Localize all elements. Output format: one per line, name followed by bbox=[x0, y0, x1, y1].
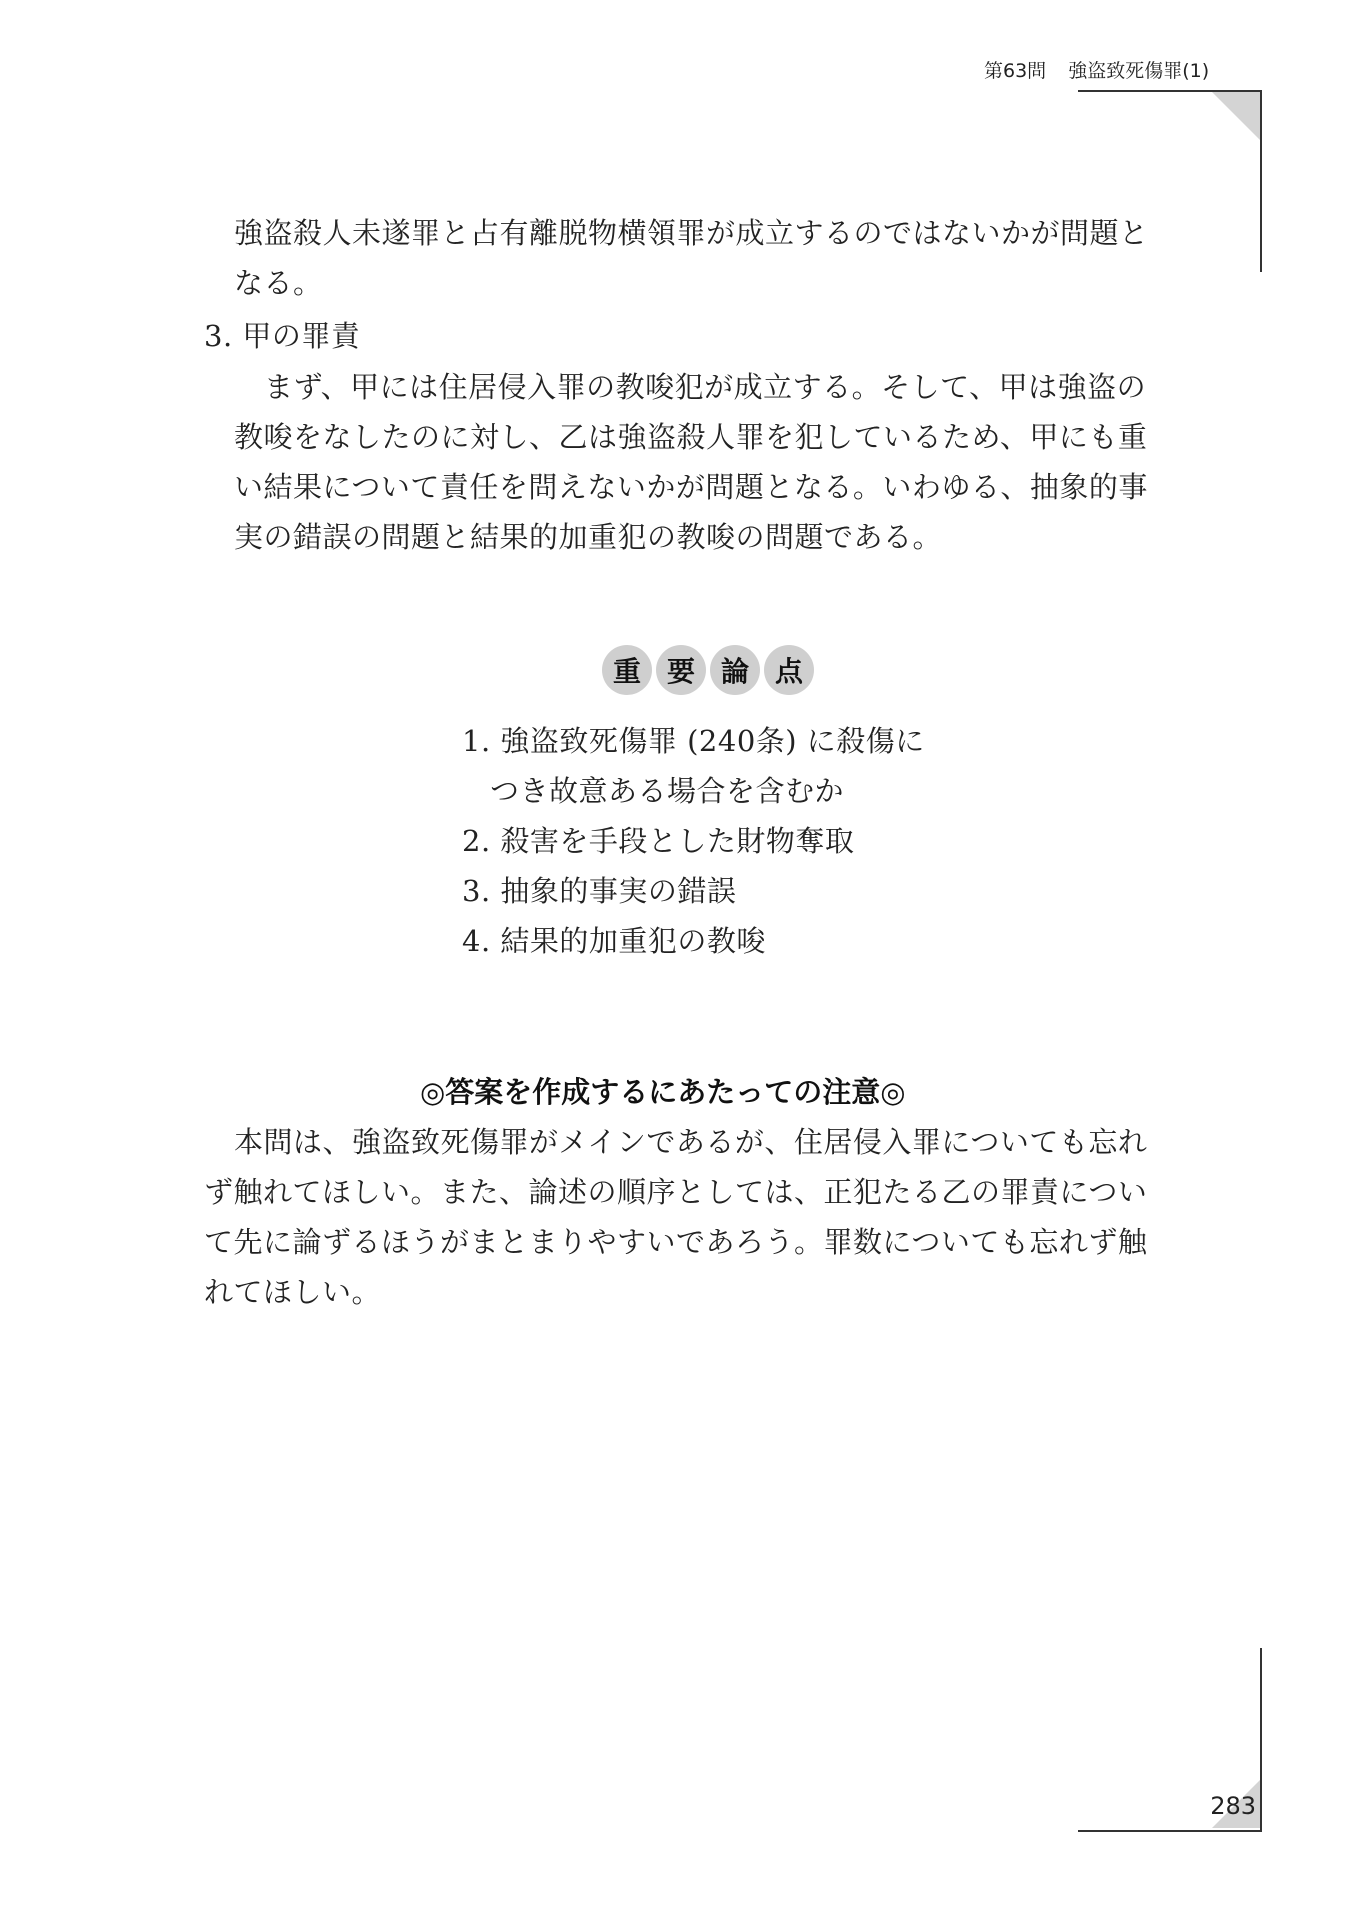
notes-line: 本問は、強盗致死傷罪がメインであるが、住居侵入罪についても忘れ bbox=[234, 1125, 1148, 1159]
paragraph-line: い結果について責任を問えないかが問題となる。いわゆる、抽象的事 bbox=[234, 470, 1148, 504]
notes-line: ず触れてほしい。また、論述の順序としては、正犯たる乙の罪責につい bbox=[204, 1175, 1148, 1209]
chapter-title: 強盗致死傷罪(1) bbox=[1068, 60, 1210, 82]
continuation-line: なる。 bbox=[234, 266, 323, 300]
key-points-badge: 論 bbox=[710, 645, 760, 695]
notes-line: て先に論ずるほうがまとまりやすいであろう。罪数についても忘れず触 bbox=[204, 1225, 1148, 1259]
key-points-badge: 点 bbox=[764, 645, 814, 695]
continuation-line: 強盗殺人未遂罪と占有離脱物横領罪が成立するのではないかが問題と bbox=[234, 216, 1149, 250]
key-point-item: 3. 抽象的事実の錯誤 bbox=[462, 874, 737, 908]
notes-heading: ◎答案を作成するにあたっての注意◎ bbox=[420, 1075, 906, 1109]
corner-tab-top bbox=[1212, 92, 1260, 140]
margin-rule-top bbox=[1260, 90, 1262, 272]
key-points-heading bbox=[602, 645, 814, 695]
notes-line: れてほしい。 bbox=[204, 1275, 382, 1309]
paragraph-line: 実の錯誤の問題と結果的加重犯の教唆の問題である。 bbox=[234, 520, 943, 554]
key-point-item: 2. 殺害を手段とした財物奪取 bbox=[462, 824, 855, 858]
page-number: 283 bbox=[1210, 1792, 1256, 1820]
key-point-item: 4. 結果的加重犯の教唆 bbox=[462, 924, 766, 958]
key-points-badge: 重 bbox=[602, 645, 652, 695]
running-header bbox=[984, 56, 1209, 83]
key-point-item-continuation: つき故意ある場合を含むか bbox=[490, 774, 845, 808]
key-points-badge: 要 bbox=[656, 645, 706, 695]
paragraph-line: 教唆をなしたのに対し、乙は強盗殺人罪を犯しているため、甲にも重 bbox=[234, 420, 1148, 454]
key-point-item: 1. 強盗致死傷罪 (240条) に殺傷に bbox=[462, 724, 925, 758]
question-number: 第63問 bbox=[984, 60, 1047, 82]
paragraph-line: まず、甲には住居侵入罪の教唆犯が成立する。そして、甲は強盗の bbox=[264, 370, 1147, 404]
section-heading: 3. 甲の罪責 bbox=[204, 319, 361, 353]
footer-rule bbox=[1078, 1830, 1262, 1832]
margin-rule-bottom bbox=[1260, 1648, 1262, 1832]
